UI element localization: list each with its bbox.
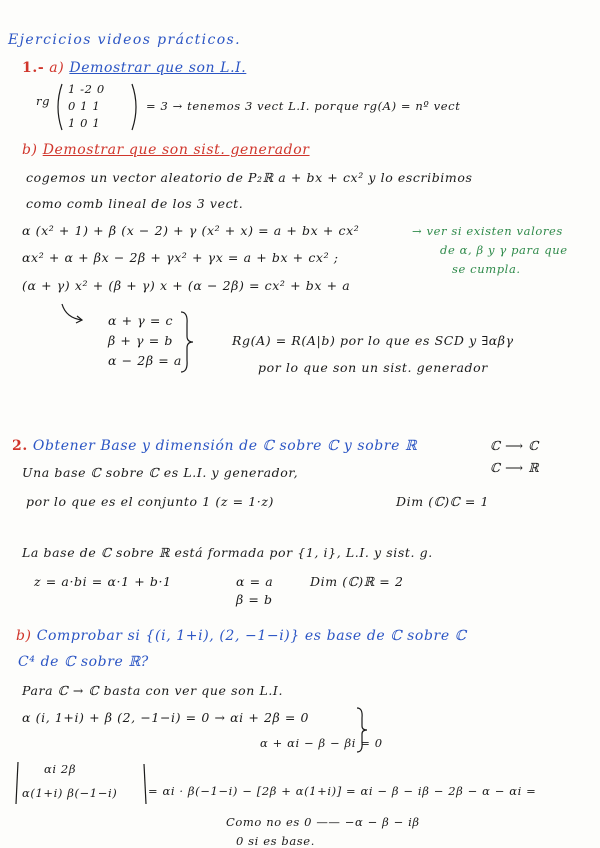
dimension-result: Dim (ℂ)ℝ = 2 bbox=[310, 574, 404, 589]
part-b-heading bbox=[16, 628, 467, 644]
side-note: → ver si existen valores bbox=[412, 224, 563, 238]
exercise-number: 1.- bbox=[22, 60, 45, 76]
map-label: ℂ ⟶ ℝ bbox=[490, 460, 540, 475]
right-brace bbox=[354, 706, 370, 754]
closing-line: Como no es 0 —— −α − β − iβ bbox=[226, 815, 420, 829]
conclusion-line: por lo que son un sist. generador bbox=[258, 360, 488, 375]
text-line: como comb lineal de los 3 vect. bbox=[26, 196, 244, 211]
closing-line: 0 si es base. bbox=[236, 834, 315, 848]
exercise-2-title: Obtener Base y dimensión de ℂ sobre ℂ y sobre ℝ bbox=[32, 438, 418, 454]
equation-line: α + αi − β − βi = 0 bbox=[260, 736, 383, 750]
part-b-text: Comprobar si {(i, 1+i), (2, −1−i)} es base de ℂ sobre ℂ bbox=[36, 628, 467, 644]
text-line: Una base ℂ sobre ℂ es L.I. y generador, bbox=[22, 465, 299, 480]
determinant-bars bbox=[10, 758, 150, 808]
part-b-label: b) bbox=[22, 142, 38, 158]
matrix-row: 1 -2 0 bbox=[68, 82, 105, 96]
system-equation: β + γ = b bbox=[108, 333, 173, 348]
text-line: por lo que es el conjunto 1 (z = 1·z) bbox=[26, 494, 275, 509]
text-line: cogemos un vector aleatorio de P₂ℝ a + bx + cx² y lo escribimos bbox=[26, 170, 473, 185]
exercise-2-heading bbox=[12, 438, 417, 454]
equation-line: (α + γ) x² + (β + γ) x + (α − 2β) = cx² + bx + a bbox=[22, 278, 351, 293]
equation-line: α = a bbox=[236, 574, 274, 589]
part-b-text: Demostrar que son sist. generador bbox=[42, 142, 310, 158]
text-line: La base de ℂ sobre ℝ está formada por {1, i}, L.I. y sist. g. bbox=[22, 545, 433, 560]
page-title: Ejercicios videos prácticos. bbox=[8, 32, 241, 48]
rank-line: Rg(A) = R(A|b) por lo que es SCD y ∃αβγ bbox=[232, 333, 514, 348]
side-note: se cumpla. bbox=[452, 262, 521, 276]
equation-line: α (x² + 1) + β (x − 2) + γ (x² + x) = a + bx + cx² bbox=[22, 223, 360, 238]
map-label: ℂ ⟶ ℂ bbox=[490, 438, 539, 453]
equation-line: αx² + α + βx − 2β + γx² + γx = a + bx + cx² ; bbox=[22, 250, 339, 265]
part-b-heading bbox=[22, 142, 310, 158]
part-a-label: a) bbox=[49, 60, 65, 76]
part-b-text-continued: C⁴ de ℂ sobre ℝ? bbox=[18, 654, 149, 670]
rank-result: = 3 → tenemos 3 vect L.I. porque rg(A) = nº vect bbox=[146, 99, 461, 113]
part-a-text: Demostrar que son L.I. bbox=[69, 60, 247, 76]
equation-line: z = a·bi = α·1 + b·1 bbox=[34, 574, 172, 589]
matrix-row: 1 0 1 bbox=[68, 116, 101, 130]
equation-line: β = b bbox=[236, 592, 273, 607]
equation-line: α (i, 1+i) + β (2, −1−i) = 0 → αi + 2β = 0 bbox=[22, 710, 310, 725]
part-b-label: b) bbox=[16, 628, 32, 644]
exercise-number: 2. bbox=[12, 438, 28, 454]
right-brace bbox=[178, 310, 196, 374]
side-note: de α, β y γ para que bbox=[440, 243, 568, 257]
dimension-result: Dim (ℂ)ℂ = 1 bbox=[396, 494, 490, 509]
exercise-1-heading bbox=[22, 60, 246, 76]
rg-prefix: rg bbox=[36, 94, 51, 108]
matrix-row: 0 1 1 bbox=[68, 99, 101, 113]
text-line: Para ℂ → ℂ basta con ver que son L.I. bbox=[22, 683, 284, 698]
system-equation: α − 2β = a bbox=[108, 353, 182, 368]
determinant-row: αi 2β bbox=[44, 762, 77, 776]
determinant-row: α(1+i) β(−1−i) bbox=[22, 786, 118, 800]
determinant-expansion: = αi · β(−1−i) − [2β + α(1+i)] = αi − β − iβ − 2β − α − αi = bbox=[148, 784, 537, 798]
system-equation: α + γ = c bbox=[108, 313, 174, 328]
arrow-icon bbox=[58, 300, 88, 326]
